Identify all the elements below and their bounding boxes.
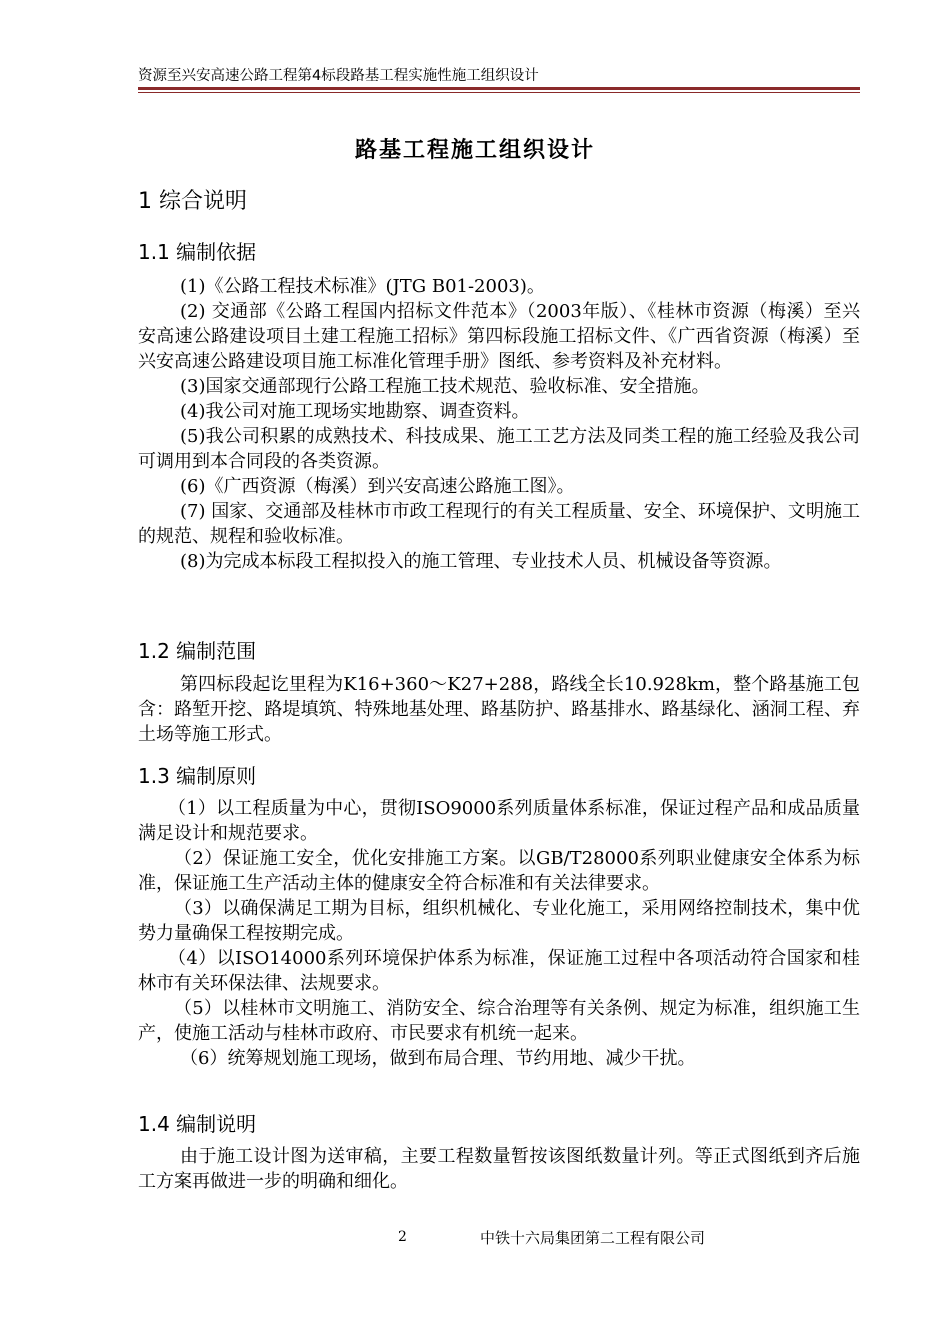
basis-item: (2) 交通部《公路工程国内招标文件范本》（2003年版）、《桂林市资源（梅溪）至兴安高速公路建设项目土建工程施工招标》第四标段施工招标文件、《广西省资源（梅溪）至兴安高速公路建设项目施工标准化管理手册》图纸、参考资料及补充材料。 [138,301,860,372]
basis-item: (5)我公司积累的成熟技术、科技成果、施工工艺方法及同类工程的施工经验及我公司可调用到本合同段的各类资源。 [138,426,860,472]
principle-item: （6）统筹规划施工现场，做到布局合理、节约用地、减少干扰。 [180,1048,696,1069]
section-heading-1: 1 综合说明 [138,189,247,214]
document-title: 路基工程施工组织设计 [354,137,595,163]
basis-item: (4)我公司对施工现场实地勘察、调查资料。 [180,401,530,422]
running-header: 资源至兴安高速公路工程第4标段路基工程实施性施工组织设计 [138,68,539,84]
basis-item: (1)《公路工程技术标准》(JTG B01-2003)。 [180,276,545,297]
basis-list [138,274,860,574]
basis-item: (7) 国家、交通部及桂林市市政工程现行的有关工程质量、安全、环境保护、文明施工的规范、规程和验收标准。 [138,501,860,547]
notes-paragraph: 由于施工设计图为送审稿，主要工程数量暂按该图纸数量计列。等正式图纸到齐后施工方案再做进一步的明确和细化。 [138,1146,860,1192]
basis-item: (8)为完成本标段工程拟投入的施工管理、专业技术人员、机械设备等资源。 [180,551,782,572]
heading-1-1: 1.1 编制依据 [138,240,257,264]
basis-item: (3)国家交通部现行公路工程施工技术规范、验收标准、安全措施。 [180,376,710,397]
principle-item: （1）以工程质量为中心，贯彻ISO9000系列质量体系标准，保证过程产品和成品质量满足设计和规范要求。 [138,798,860,844]
basis-item: (6)《广西资源（梅溪）到兴安高速公路施工图》。 [180,476,575,497]
header-rule-thin [138,92,860,93]
heading-1-3: 1.3 编制原则 [138,764,257,788]
company-name: 中铁十六局集团第二工程有限公司 [480,1229,706,1247]
scope-paragraph: 第四标段起讫里程为K16+360～K27+288，路线全长10.928km，整个路基施工包含：路堑开挖、路堤填筑、特殊地基处理、路基防护、路基排水、路基绿化、涵洞工程、弃土场等施工形式。 [138,674,860,745]
principles-list [138,796,860,1071]
heading-1-4: 1.4 编制说明 [138,1112,257,1136]
scope-section [138,672,860,747]
principle-item: （2）保证施工安全，优化安排施工方案。以GB/T28000系列职业健康安全体系为标准，保证施工生产活动主体的健康安全符合标准和有关法律要求。 [138,848,860,894]
page-number: 2 [398,1229,407,1245]
principle-item: （4）以ISO14000系列环境保护体系为标准，保证施工过程中各项活动符合国家和桂林市有关环保法律、法规要求。 [138,948,860,994]
notes-section [138,1144,860,1194]
principle-item: （5）以桂林市文明施工、消防安全、综合治理等有关条例、规定为标准，组织施工生产，使施工活动与桂林市政府、市民要求有机统一起来。 [138,998,860,1044]
principle-item: （3）以确保满足工期为目标，组织机械化、专业化施工，采用网络控制技术，集中优势力量确保工程按期完成。 [138,898,860,944]
heading-1-2: 1.2 编制范围 [138,639,257,663]
header-rule-thick [138,87,860,90]
